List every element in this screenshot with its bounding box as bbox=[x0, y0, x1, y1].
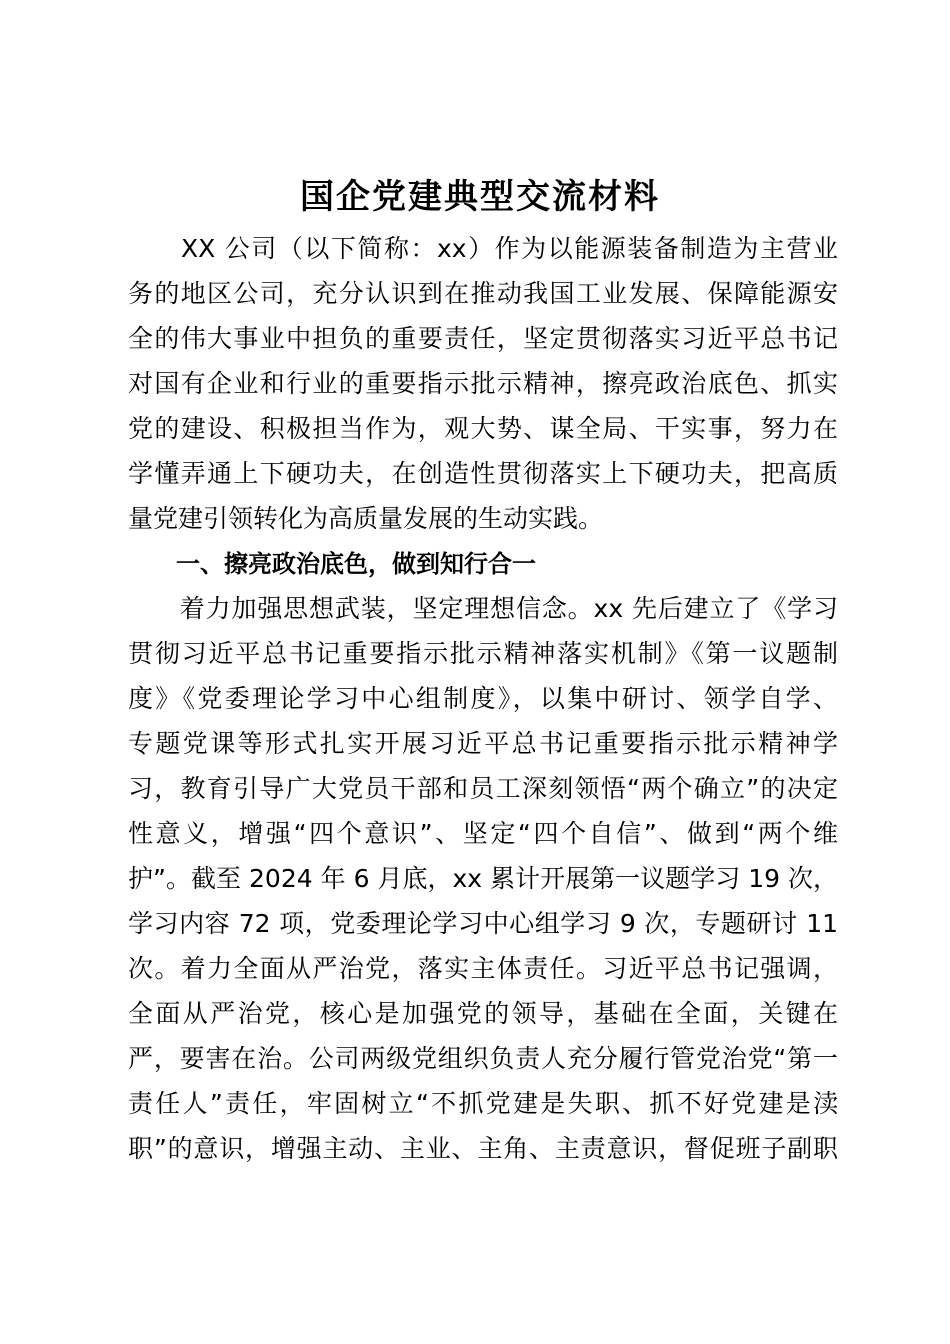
paragraph-line: 护”。截至 2024 年 6 月底，xx 累计开展第一议题学习 19 次， bbox=[128, 864, 838, 893]
paragraph-line: 量党建引领转化为高质量发展的生动实践。 bbox=[128, 504, 604, 533]
paragraph-line: 习，教育引导广大党员干部和员工深刻领悟“两个确立”的决定 bbox=[128, 774, 838, 803]
paragraph-line: 务的地区公司，充分认识到在推动我国工业发展、保障能源安 bbox=[128, 279, 838, 308]
paragraph-line: 职”的意识，增强主动、主业、主角、主责意识，督促班子副职 bbox=[128, 1134, 838, 1163]
document-title: 国企党建典型交流材料 bbox=[300, 177, 660, 217]
section-heading: 一、擦亮政治底色，做到知行合一 bbox=[128, 550, 536, 578]
paragraph-line: 严，要害在治。公司两级党组织负责人充分履行管党治党“第一 bbox=[128, 1044, 838, 1073]
paragraph-line: 全的伟大事业中担负的重要责任，坚定贯彻落实习近平总书记 bbox=[128, 324, 838, 353]
paragraph-line: 学懂弄通上下硬功夫，在创造性贯彻落实上下硬功夫，把高质 bbox=[128, 459, 838, 488]
paragraph-line: 学习内容 72 项，党委理论学习中心组学习 9 次，专题研讨 11 bbox=[128, 909, 838, 938]
paragraph-line: 次。着力全面从严治党，落实主体责任。习近平总书记强调， bbox=[128, 954, 838, 983]
paragraph-line: 专题党课等形式扎实开展习近平总书记重要指示批示精神学 bbox=[128, 729, 838, 758]
paragraph-line: 度》《党委理论学习中心组制度》，以集中研讨、领学自学、 bbox=[128, 684, 838, 713]
paragraph-line: XX 公司（以下简称：xx）作为以能源装备制造为主营业 bbox=[128, 234, 838, 263]
paragraph-line: 对国有企业和行业的重要指示批示精神，擦亮政治底色、抓实 bbox=[128, 369, 838, 398]
paragraph-line: 着力加强思想武装，坚定理想信念。xx 先后建立了《学习 bbox=[128, 594, 838, 623]
paragraph-line: 责任人”责任，牢固树立“不抓党建是失职、抓不好党建是渎 bbox=[128, 1089, 838, 1118]
paragraph-line: 性意义，增强“四个意识”、坚定“四个自信”、做到“两个维 bbox=[128, 819, 838, 848]
paragraph-line: 党的建设、积极担当作为，观大势、谋全局、干实事，努力在 bbox=[128, 414, 838, 443]
paragraph-line: 贯彻习近平总书记重要指示批示精神落实机制》《第一议题制 bbox=[128, 639, 838, 668]
paragraph-line: 全面从严治党，核心是加强党的领导，基础在全面，关键在 bbox=[128, 999, 838, 1028]
